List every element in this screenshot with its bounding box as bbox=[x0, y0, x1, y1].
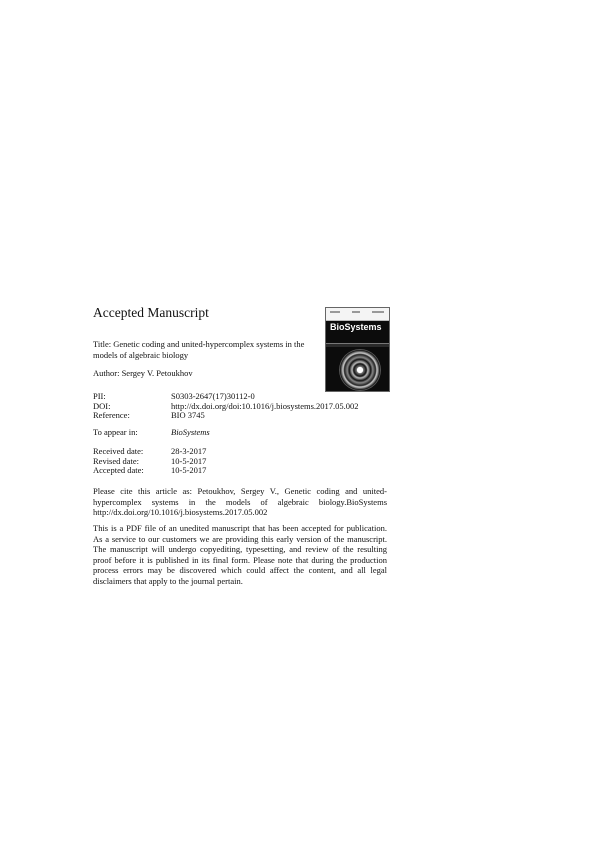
journal-logo: BioSystems bbox=[330, 322, 382, 332]
revised-date-label: Revised date: bbox=[93, 455, 140, 466]
reference-label: Reference: bbox=[93, 410, 130, 420]
pii-label: PII: bbox=[93, 391, 106, 401]
article-author: Author: Sergey V. Petoukhov bbox=[93, 368, 193, 378]
doi-label: DOI: bbox=[93, 400, 111, 411]
journal-name: BioSystems bbox=[171, 427, 210, 437]
citation-paragraph: Please cite this article as: Petoukhov, Sergey V., Genetic coding and united-hypercomplex systems in the models of algebraic biology.BioSystems http://dx.doi.org/10.1016/j.biosystems.2017.05.002 bbox=[93, 486, 387, 517]
doi-value: http://dx.doi.org/doi:10.1016/j.biosystems.2017.05.002 bbox=[171, 400, 359, 411]
page-title: Accepted Manuscript bbox=[93, 305, 209, 320]
received-date-value: 28-3-2017 bbox=[171, 446, 207, 456]
received-date-label: Received date: bbox=[93, 446, 144, 456]
notice-paragraph: This is a PDF file of an unedited manuscript that has been accepted for publication. As a service to our customers we are providing this early version of the manuscript. The manuscript will undergo copyediting, typesetting, and review of the resulting proof before it is published in its final form. Please note that during the production process errors may be discovered which could affect the content, and all legal disclaimers that apply to the journal pertain. bbox=[93, 523, 387, 586]
accepted-date-label: Accepted date: bbox=[93, 465, 144, 475]
journal-cover-image bbox=[325, 307, 390, 392]
article-title: Title: Genetic coding and united-hypercomplex systems in the models of algebraic biology bbox=[93, 339, 305, 360]
cover-artwork bbox=[326, 321, 389, 391]
reference-value: BIO 3745 bbox=[171, 410, 205, 420]
appear-label: To appear in: bbox=[93, 427, 138, 437]
pii-value: S0303-2647(17)30112-0 bbox=[171, 391, 255, 401]
cover-header bbox=[326, 308, 389, 321]
accepted-date-value: 10-5-2017 bbox=[171, 465, 207, 475]
cover-disc-graphic bbox=[340, 350, 380, 390]
revised-date-value: 10-5-2017 bbox=[171, 455, 207, 466]
